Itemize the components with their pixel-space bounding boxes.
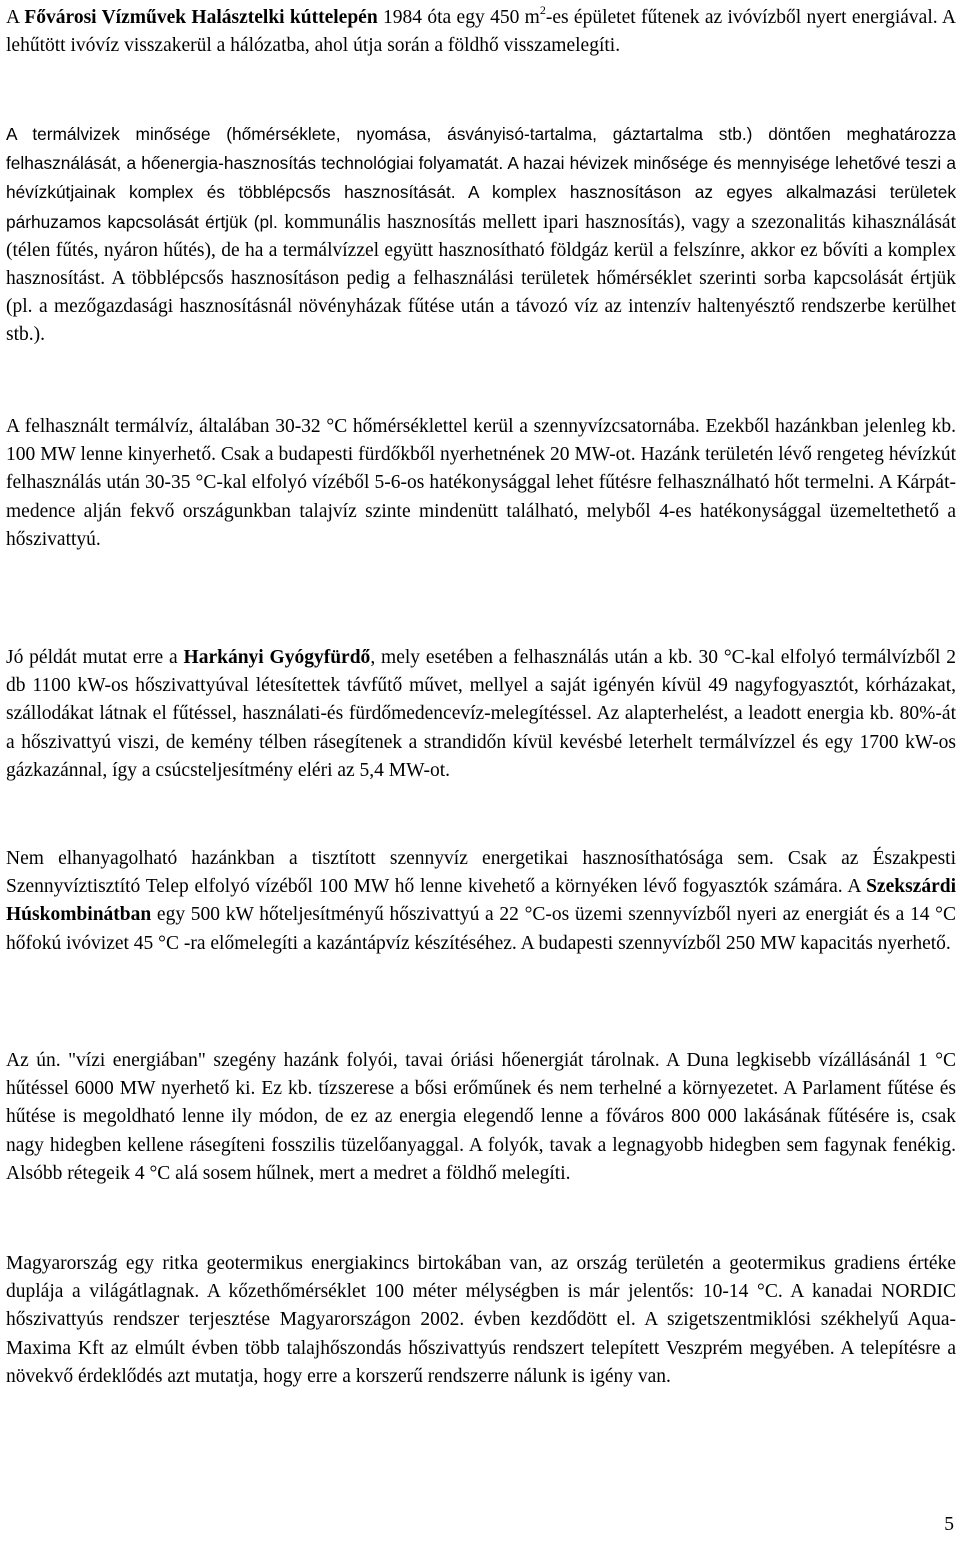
paragraph-harkany [6, 644, 956, 785]
text-segment: kommunális hasznosítás mellett ipari hasznosítás), vagy a szezonalitás kihasználását (télen fűtés, nyáron hűtés), de ha a termálvízzel együtt hasznosítható földgáz kerül a felszínre, akkor ez bővíti a komplex hasznosítást. A többlépcsős hasznosításon pedig a felhasználási területek hőmérséklet szerinti sorba kapcsolását értjük (pl. a mezőgazdasági hasznosításnál növényházak fűtése után a távozó víz az intenzív haltenyésztő rendszerbe kerülhet stb.). [6, 211, 956, 346]
paragraph-geotermikus [6, 1250, 956, 1391]
text-segment: Nem elhanyagolható hazánkban a tisztított szennyvíz energetikai hasznosíthatósága sem. Csak az Északpesti Szennyvíztisztító Telep elfolyó vízéből 100 MW hő lenne kivehető a környéken lévő fogyasztók számára. A [6, 848, 956, 898]
text-segment: egy 500 kW hőteljesítményű hőszivattyú a 22 °C-os üzemi szennyvízből nyeri az energiát és a 14 °C hőfokú ivóvizet 45 °C -ra előmelegíti a kazántápvíz készítéséhez. A budapesti szennyvízből 250 MW kapacitás nyerhető. [6, 904, 956, 954]
text-segment-sans: A termálvizek minősége (hőmérséklete, nyomása, ásványisó-tartalma, gáztartalma stb.) döntően meghatározza felhasználását, a hőenergia-hasznosítás technológiai folyamatát. A hazai hévizek minősége és mennyisége lehetővé teszi a hévízkútjainak komplex és többlépcsős hasznosítását. A komplex hasznosításon az egyes alkalmazási területek párhuzamos kapcsolását értjük (pl. [6, 124, 956, 232]
paragraph-felhasznalt-termalviz [6, 413, 956, 554]
text-segment: A [6, 7, 25, 28]
text-segment: , mely esetében a felhasználás után a kb. 30 °C-kal elfolyó termálvízből 2 db 1100 kW-os hőszivattyúval létesítettek távfűtő művet, mellyel a saját igényén kívül 49 nagyfogyasztót, kórházakat, szállodákat látnak el fűtéssel, használati-és fürdőmedencevíz-melegítéssel. Az alapterhelést, a leadott energia kb. 80%-át a hőszivattyú viszi, de kemény télben rásegítenek a strandidőn kívül kevésbé leterhelt termálvízzel és egy 1700 kW-os gázkazánnal, így a csúcsteljesítmény eléri az 5,4 MW-ot. [6, 647, 957, 781]
paragraph-vizi-energia [6, 1047, 956, 1188]
text-segment: Az ún. "vízi energiában" szegény hazánk folyói, tavai óriási hőenergiát tárolnak. A Duna legkisebb vízállásánál 1 °C hűtéssel 6000 MW nyerhető ki. Ez kb. tízszerese a bősi erőműnek és nem terhelné a környezetet. A Parlament fűtése és hűtése is megoldható lenne ily módon, de ez az energia elegendő lenne a főváros 800 000 lakásának fűtésére is, csak nagy hidegben kellene rásegíteni fosszilis tüzelőanyaggal. A folyók, tavak a legnagyobb hidegben sem fagynak fenékig. Alsóbb rétegeik 4 °C alá sosem hűlnek, mert a medret a földhő melegíti. [6, 1050, 956, 1184]
text-segment: -es épületet fűtenek az ivóvízből nyert energiával. A lehűtött ivóvíz visszakerül a hálózatba, ahol útja során a földhő visszamelegíti. [6, 7, 956, 57]
text-segment: Magyarország egy ritka geotermikus energiakincs birtokában van, az ország területén a geotermikus gradiens értéke duplája a világátlagnak. A kőzethőmérséklet 100 méter mélységben is már jelentős: 10-14 °C. A kanadai NORDIC hőszivattyús rendszer terjesztése Magyarországon 2002. évben kezdődött el. A szigetszentmiklósi székhelyű Aqua-Maxima Kft az elmúlt évben több talajhőszondás hőszivattyús rendszert telepített Veszprém megyében. A telepítésre a növekvő érdeklődés azt mutatja, hogy erre a korszerű rendszerre nálunk is igény van. [6, 1253, 956, 1387]
bold-term-fovarosi-vizmuvek: Fővárosi Vízművek Halásztelki kúttelepén [24, 7, 378, 28]
page-number: 5 [944, 1514, 954, 1535]
text-segment: 1984 óta egy 450 m [377, 7, 540, 28]
paragraph-szennyviz [6, 845, 956, 958]
paragraph-halasztelek [6, 4, 956, 60]
text-segment: Jó példát mutat erre a [6, 647, 184, 668]
bold-term-harkanyi-gyogyfurdo: Harkányi Gyógyfürdő [183, 647, 371, 668]
paragraph-termalvizek [6, 120, 956, 350]
text-segment: A felhasznált termálvíz, általában 30-32 °C hőmérséklettel kerül a szennyvízcsatornába. Ezekből hazánkban jelenleg kb. 100 MW lenne kinyerhető. Csak a budapesti fürdőkből nyerhetnének 20 MW-ot. Hazánk területén lévő rengeteg hévízkút felhasználás után 30-35 °C-kal elfolyó vízéből 5-6-os hatékonysággal lehet fűtésre felhasználható hőt termelni. A Kárpát-medence alján fekvő országunkban talajvíz szinte mindenütt található, melyből 4-es hatékonysággal üzemeltethető a hőszivattyú. [6, 416, 956, 550]
bold-term-szekszardi-huskombinat: Szekszárdi Húskombinátban [6, 876, 956, 926]
superscript-2: 2 [539, 2, 546, 17]
